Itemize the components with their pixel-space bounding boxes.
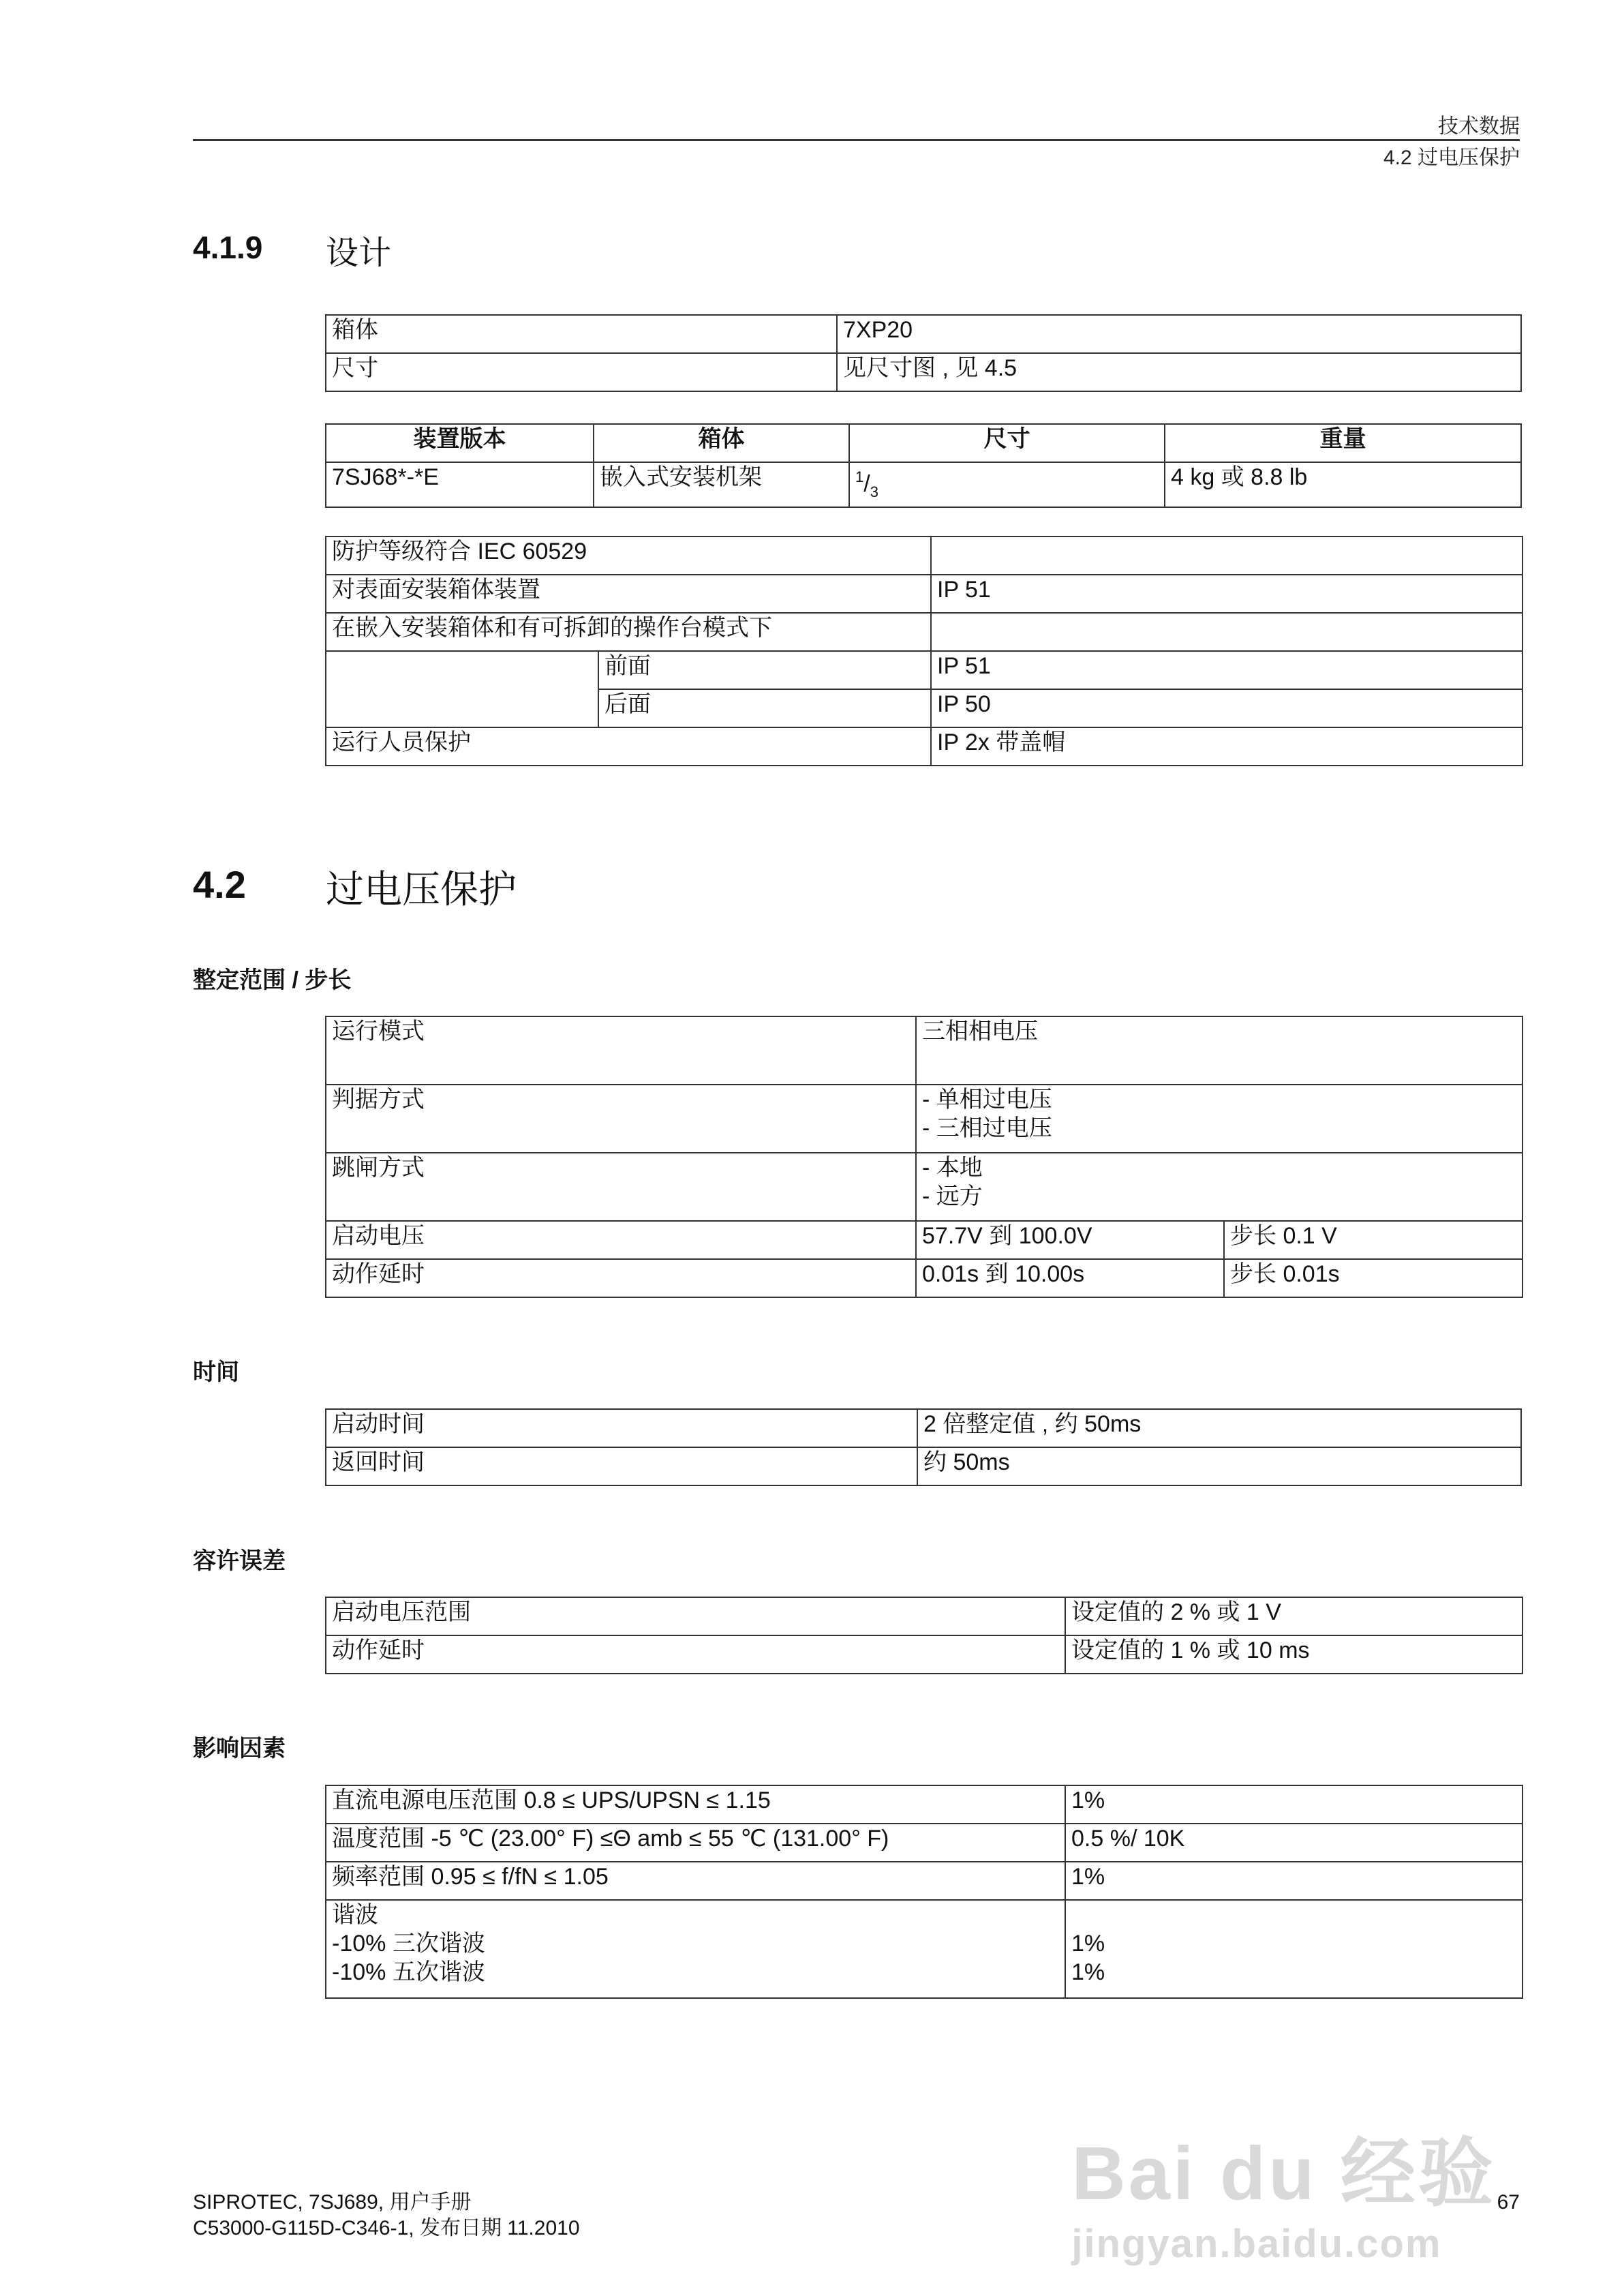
size-numerator: 1 [855, 468, 864, 485]
dropout-time-value: 约 50ms [917, 1447, 1521, 1485]
housing-type-value: 嵌入式安装机架 [594, 462, 849, 507]
rear-label: 后面 [598, 689, 931, 727]
flush-mount-label: 在嵌入安装箱体和有可拆卸的操作台模式下 [326, 613, 931, 651]
trip-delay-range: 0.01s 到 10.00s [916, 1259, 1224, 1297]
footer-manual-title: SIPROTEC, 7SJ689, 用户手册 [193, 2191, 472, 2214]
trip-delay-tolerance: 设定值的 1 % 或 10 ms [1065, 1635, 1522, 1674]
trip-delay-tolerance-label: 动作延时 [326, 1635, 1065, 1674]
section-number-4-2: 4.2 [193, 863, 246, 906]
page-number: 67 [1497, 2191, 1520, 2214]
subheading-tolerances: 容许误差 [193, 1548, 286, 1574]
col-version-header: 装置版本 [326, 424, 594, 462]
pickup-voltage-range-label: 启动电压范围 [326, 1597, 1065, 1635]
criterion-value [916, 1085, 1522, 1153]
surface-mount-label: 对表面安装箱体装置 [326, 575, 931, 613]
header-rule [193, 139, 1520, 141]
frequency-label: 频率范围 0.95 ≤ f/fN ≤ 1.05 [326, 1862, 1065, 1900]
harmonics-label [326, 1900, 1065, 1998]
subheading-setting-range: 整定范围 / 步长 [193, 967, 352, 993]
housing-value: 7XP20 [837, 315, 1521, 353]
subheading-time: 时间 [193, 1359, 239, 1385]
harmonics-title: 谐波 [332, 1902, 378, 1928]
housing-label: 箱体 [326, 315, 837, 353]
pickup-voltage-label: 启动电压 [326, 1221, 916, 1259]
dc-supply-label: 直流电源电压范围 0.8 ≤ UPS/UPSN ≤ 1.15 [326, 1785, 1065, 1824]
weight-value: 4 kg 或 8.8 lb [1165, 462, 1521, 507]
pickup-time-label: 启动时间 [326, 1409, 917, 1447]
protection-class-label: 防护等级符合 IEC 60529 [326, 537, 931, 575]
operator-protection-value: IP 2x 带盖帽 [931, 727, 1522, 766]
harmonics-value [1065, 1900, 1522, 1998]
protection-class-value [931, 537, 1522, 575]
section-title-design: 设计 [326, 235, 392, 271]
time-table [325, 1408, 1522, 1486]
col-size-header: 尺寸 [849, 424, 1165, 462]
influence-table [325, 1785, 1523, 1999]
section-number-4-1-9: 4.1.9 [193, 230, 263, 265]
running-header-chapter: 技术数据 [1438, 115, 1520, 138]
subheading-influences: 影响因素 [193, 1736, 286, 1762]
trip-mode-value [916, 1153, 1522, 1221]
size-value: $^1/_3$ [849, 462, 1165, 507]
watermark-url: jingyan.baidu.com [1071, 2222, 1442, 2266]
fifth-harmonic-label: -10% 五次谐波 [332, 1959, 485, 1985]
criterion-label: 判据方式 [326, 1085, 916, 1153]
col-weight-header: 重量 [1165, 424, 1521, 462]
setting-range-table [325, 1016, 1523, 1298]
dimension-value: 见尺寸图 , 见 4.5 [837, 353, 1521, 391]
col-housing-header: 箱体 [594, 424, 849, 462]
third-harmonic-label: -10% 三次谐波 [332, 1931, 485, 1957]
pickup-voltage-range: 57.7V 到 100.0V [916, 1221, 1224, 1259]
operating-mode-label: 运行模式 [326, 1016, 916, 1085]
frequency-value: 1% [1065, 1862, 1522, 1900]
temperature-value: 0.5 %/ 10K [1065, 1824, 1522, 1862]
criterion-three-phase: - 三相过电压 [922, 1115, 1052, 1141]
trip-delay-step: 步长 0.01s [1224, 1259, 1522, 1297]
version-value: 7SJ68*-*E [326, 462, 594, 507]
running-header-section: 4.2 过电压保护 [1383, 147, 1520, 169]
baidu-watermark [1071, 2113, 1496, 2267]
fifth-harmonic-value: 1% [1071, 1959, 1105, 1985]
tolerance-table [325, 1597, 1523, 1674]
temperature-label: 温度范围 -5 ℃ (23.00° F) ≤Θ amb ≤ 55 ℃ (131.00° F) [326, 1824, 1065, 1862]
trip-mode-label: 跳闸方式 [326, 1153, 916, 1221]
rear-value: IP 50 [931, 689, 1522, 727]
watermark-logo-text: Bai du 经验 [1071, 2132, 1496, 2216]
section-title-overvoltage: 过电压保护 [326, 868, 517, 911]
front-value: IP 51 [931, 651, 1522, 689]
dimension-label: 尺寸 [326, 353, 837, 391]
footer-document-id: C53000-G115D-C346-1, 发布日期 11.2010 [193, 2217, 580, 2239]
pickup-voltage-step: 步长 0.1 V [1224, 1221, 1522, 1259]
criterion-single-phase: - 单相过电压 [922, 1087, 1052, 1113]
protection-table [325, 536, 1523, 766]
surface-mount-value: IP 51 [931, 575, 1522, 613]
pickup-voltage-tolerance: 设定值的 2 % 或 1 V [1065, 1597, 1522, 1635]
pickup-time-value: 2 倍整定值 , 约 50ms [917, 1409, 1521, 1447]
dropout-time-label: 返回时间 [326, 1447, 917, 1485]
trip-remote: - 远方 [922, 1183, 983, 1209]
empty-cell [326, 651, 598, 727]
operating-mode-value: 三相相电压 [916, 1016, 1522, 1085]
flush-mount-value [931, 613, 1522, 651]
operator-protection-label: 运行人员保护 [326, 727, 931, 766]
trip-delay-label: 动作延时 [326, 1259, 916, 1297]
version-table [325, 423, 1522, 508]
housing-table [325, 314, 1522, 392]
third-harmonic-value: 1% [1071, 1931, 1105, 1957]
trip-local: - 本地 [922, 1155, 983, 1181]
front-label: 前面 [598, 651, 931, 689]
size-denominator: 3 [870, 483, 878, 500]
dc-supply-value: 1% [1065, 1785, 1522, 1824]
